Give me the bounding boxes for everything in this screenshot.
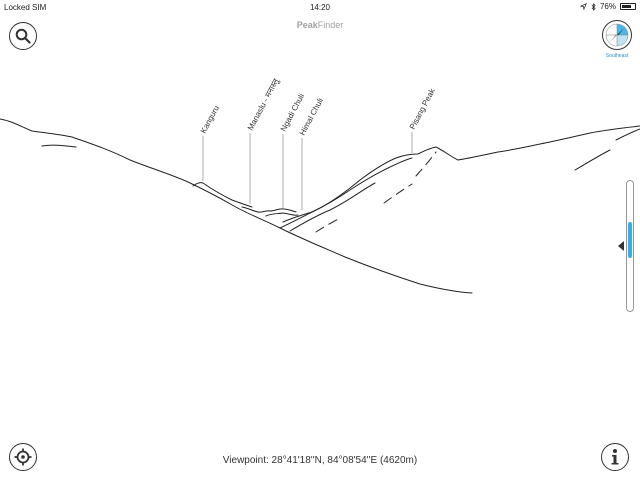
info-button[interactable] — [601, 443, 629, 471]
ridge-line-left — [0, 119, 472, 293]
elevation-scrollbar[interactable] — [626, 180, 634, 312]
ridge-right-main — [280, 126, 640, 228]
carrier-label: Locked SIM — [4, 3, 47, 12]
location-arrow-icon — [580, 3, 587, 10]
ridge-front-slope — [290, 183, 375, 231]
status-bar — [0, 0, 640, 14]
status-icons — [580, 2, 636, 11]
scrollbar-thumb[interactable] — [628, 222, 632, 258]
ridge-front-dashes — [316, 152, 436, 232]
ridge-far-right — [575, 129, 640, 170]
peak-label[interactable]: Pisang Peak — [407, 87, 437, 131]
compass-direction-label: Southeast — [605, 53, 629, 59]
ridge-kanguru — [193, 183, 252, 207]
search-button[interactable] — [9, 22, 37, 50]
battery-percent: 76% — [599, 2, 616, 11]
battery-icon — [620, 3, 636, 10]
info-icon — [609, 448, 621, 466]
peak-label[interactable]: Himal Chuli — [297, 96, 325, 137]
app-title-rest: Finder — [317, 20, 344, 30]
search-icon — [15, 28, 31, 44]
compass-button[interactable] — [602, 20, 632, 50]
peak-label[interactable]: Kanguru — [198, 104, 221, 135]
app-title — [0, 20, 640, 30]
ridge-himal — [266, 213, 298, 216]
ridge-line-left-inner — [42, 145, 76, 147]
scroll-position-arrow — [618, 241, 624, 251]
peak-label[interactable]: Ngadi Chuli — [278, 92, 307, 133]
clock: 14:20 — [309, 3, 331, 12]
peak-label[interactable]: Manaslu - मनास्लु — [245, 77, 281, 132]
app-title-bold: Peak — [296, 20, 318, 30]
compass-icon — [604, 22, 630, 48]
ridge-manaslu-ngadi — [242, 207, 296, 212]
bluetooth-icon — [591, 3, 596, 11]
viewpoint-coordinates: Viewpoint: 28°41'18''N, 84°08'54''E (4620m) — [222, 455, 418, 466]
ridge-right-front — [283, 158, 412, 222]
